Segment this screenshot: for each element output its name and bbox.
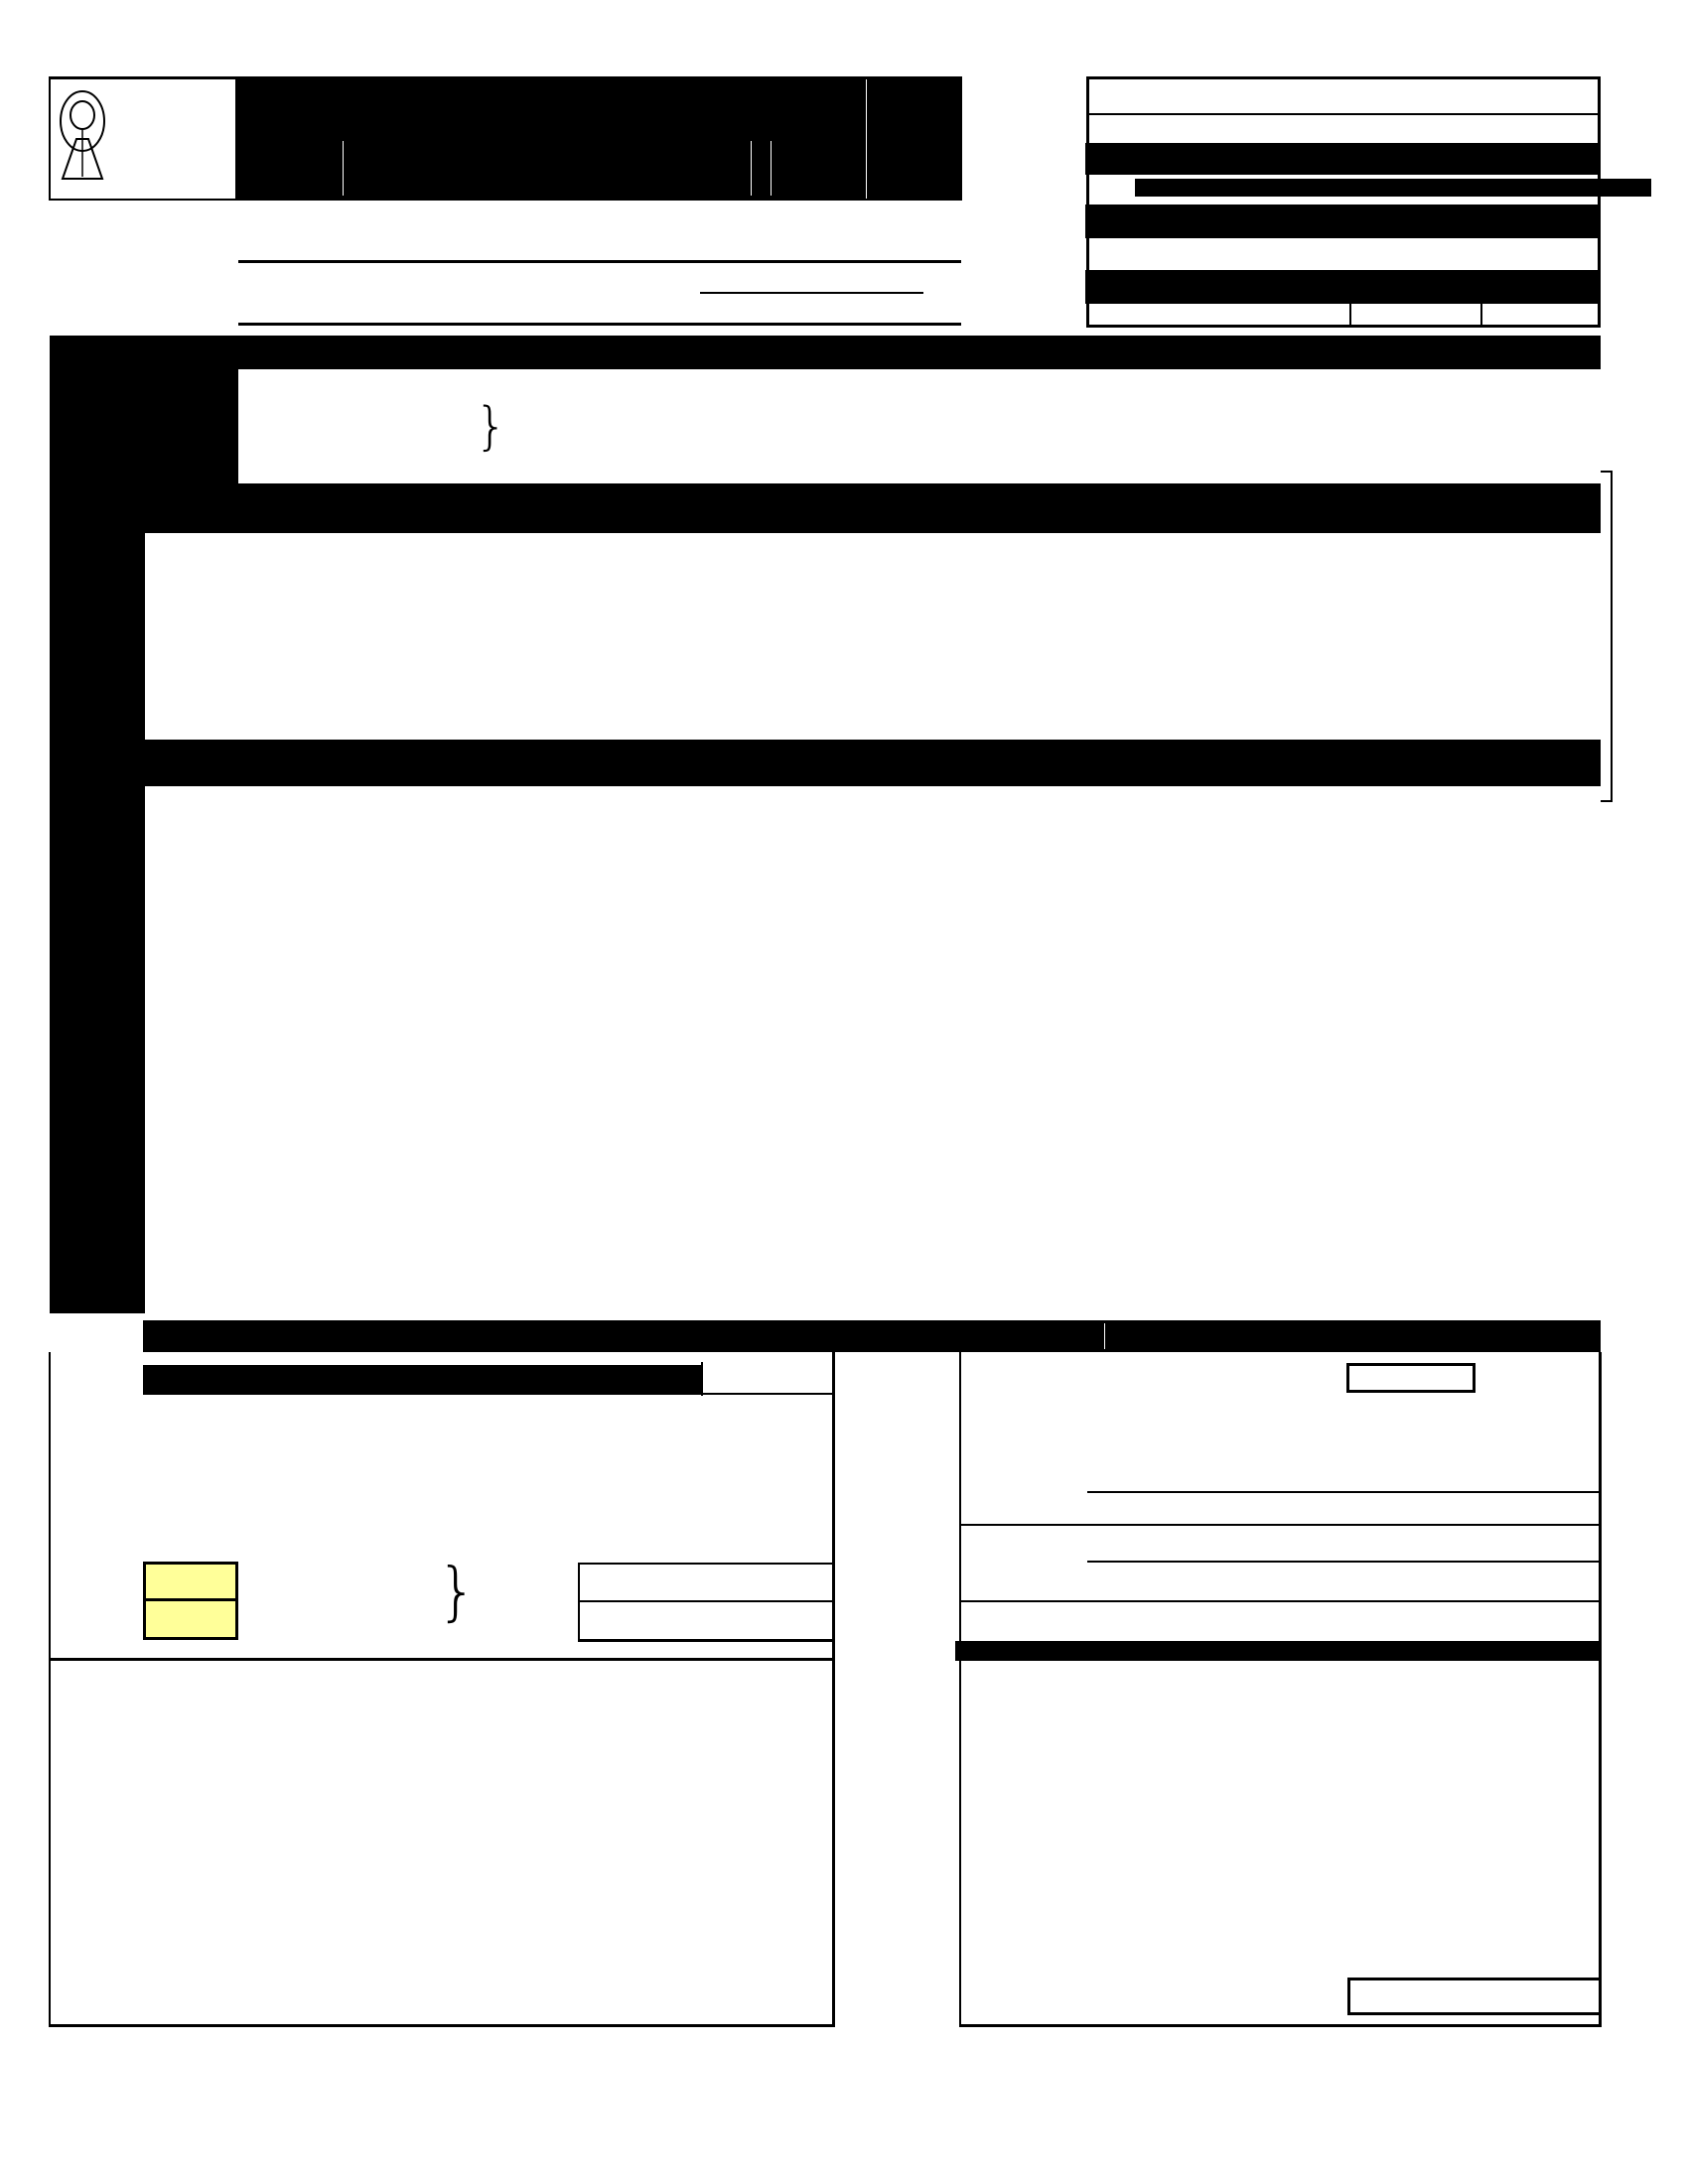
fx-rate-note xyxy=(961,1395,970,1524)
page-number[interactable] xyxy=(1351,300,1482,326)
balance-due-employee-checkbox[interactable] xyxy=(143,1598,238,1640)
disclaimer xyxy=(147,1911,812,1927)
organization-field-bar xyxy=(1135,179,1651,197)
fx-rate-input[interactable] xyxy=(1346,1363,1476,1393)
balance-employee-amount[interactable] xyxy=(578,1600,833,1642)
summary-header-rule xyxy=(703,1393,833,1395)
organization-header xyxy=(1085,143,1598,175)
accounting-total-field[interactable] xyxy=(1347,1978,1602,2015)
mileage-connector xyxy=(1601,471,1613,802)
account-columns-header xyxy=(1085,205,1598,238)
purpose-field[interactable] xyxy=(238,293,961,326)
org-field-1[interactable] xyxy=(1089,79,1598,115)
days-away-field[interactable] xyxy=(1089,302,1351,326)
no-airport-codes-note xyxy=(501,400,567,406)
summary-header-edge xyxy=(701,1362,703,1396)
brace-icon: } xyxy=(475,397,508,457)
deliver-to-field[interactable] xyxy=(1087,1529,1601,1563)
telescope-astronaut-logo-icon xyxy=(57,89,108,185)
org-box xyxy=(1086,76,1601,328)
cash-summary-header xyxy=(143,1365,701,1395)
remarks-field[interactable] xyxy=(1087,1469,1601,1493)
summary-divider xyxy=(49,1658,835,1661)
day-header-bar xyxy=(238,336,1474,369)
check-one-brace-icon: } xyxy=(437,1556,478,1629)
account-codes-field[interactable] xyxy=(1089,238,1598,270)
remarks-bottom-rule xyxy=(959,1524,1602,1526)
balance-due-company-checkbox[interactable] xyxy=(143,1562,238,1601)
header-band xyxy=(49,76,962,201)
days-page-header xyxy=(1085,270,1598,304)
prepaid-section-header xyxy=(145,483,1601,533)
receipts-notice xyxy=(143,1320,1601,1352)
balance-company-amount[interactable] xyxy=(578,1563,833,1600)
deliver-bottom-rule xyxy=(959,1600,1602,1602)
title-block xyxy=(237,79,960,199)
bottom-right-frame xyxy=(959,1352,1602,2027)
ssn-field[interactable] xyxy=(700,268,923,294)
left-side-strip xyxy=(50,336,145,1313)
stsci-logo xyxy=(51,79,237,199)
itinerary-rows xyxy=(238,369,1601,483)
cash-section-header xyxy=(145,740,1601,786)
name-field[interactable] xyxy=(238,230,961,263)
accounting-use-header xyxy=(955,1641,1602,1661)
